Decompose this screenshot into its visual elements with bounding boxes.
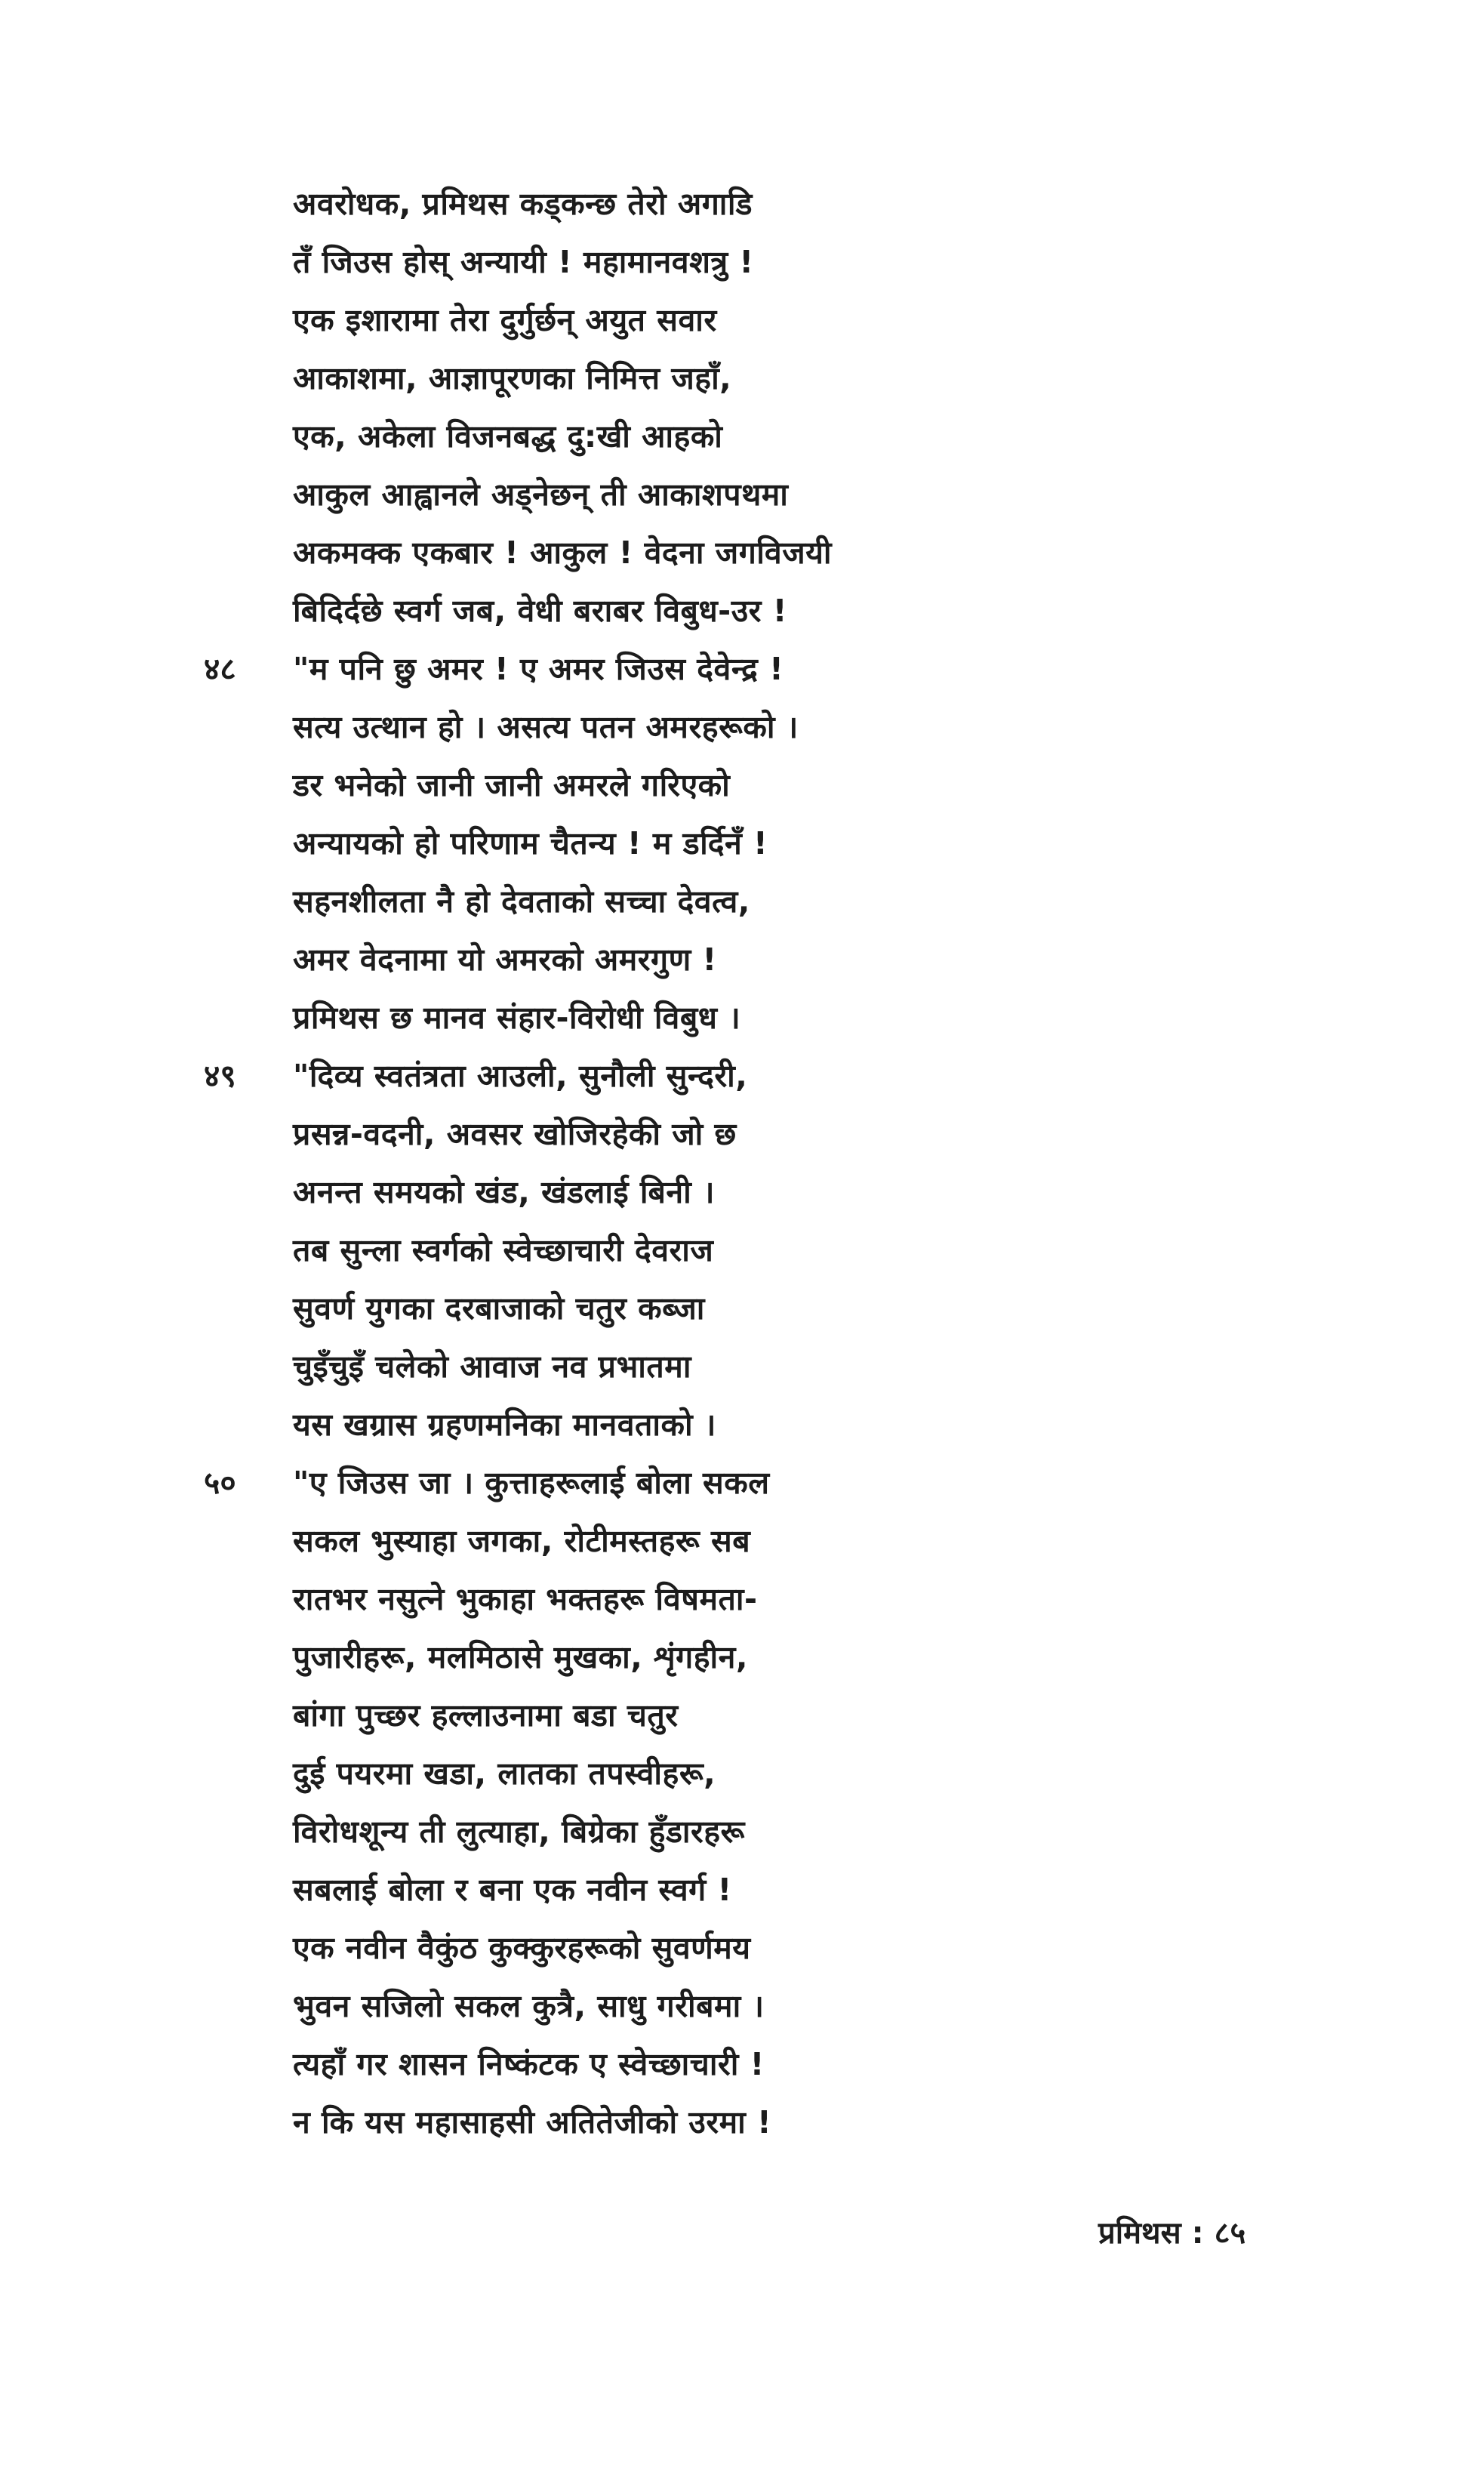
- verse-line: रातभर नसुत्ने भुकाहा भक्तहरू विषमता-: [293, 1581, 758, 1617]
- verse-line: अनन्त समयको खंड, खंडलाई बिनी ।: [293, 1174, 716, 1210]
- verse-line: तँ जिउस होस् अन्यायी ! महामानवशत्रु !: [293, 244, 754, 280]
- verse-number: ४८: [204, 651, 236, 687]
- verse-line: आकुल आह्वानले अड्नेछन् ती आकाशपथमा: [293, 476, 789, 513]
- verse-line: तब सुन्ला स्वर्गको स्वेच्छाचारी देवराज: [293, 1232, 714, 1268]
- verse-line: त्यहाँ गर शासन निष्कंटक ए स्वेच्छाचारी !: [293, 2046, 765, 2082]
- verse-line: पुजारीहरू, मलमिठासे मुखका, शृंगहीन,: [293, 1639, 748, 1675]
- verse-line: डर भनेको जानी जानी अमरले गरिएको: [293, 767, 731, 803]
- verse-line: बांगा पुच्छर हल्लाउनामा बडा चतुर: [293, 1697, 679, 1733]
- poem-body: [204, 175, 1261, 2152]
- verse-line: "ए जिउस जा । कुत्ताहरूलाई बोला सकल: [293, 1465, 770, 1501]
- running-title: प्रमिथस: [1098, 2216, 1181, 2251]
- stanza-48: [204, 640, 1261, 1047]
- page-footer: [1098, 2211, 1245, 2252]
- verse-line: एक, अकेला विजनबद्ध दु:खी आहको: [293, 418, 723, 455]
- verse-line: विरोधशून्य ती लुत्याहा, बिग्रेका हुँडारहरू: [293, 1814, 745, 1850]
- verse-line: एक नवीन वैकुंठ कुक्कुरहरूको सुवर्णमय: [293, 1930, 751, 1966]
- verse-line: अवरोधक, प्रमिथस कड्कन्छ तेरो अगाडि: [293, 186, 753, 222]
- stanza-continued: [204, 175, 1261, 640]
- verse-line: अमर वेदनामा यो अमरको अमरगुण !: [293, 941, 717, 978]
- verse-line: बिदिर्दछे स्वर्ग जब, वेधी बराबर विबुध-उर !: [293, 593, 787, 629]
- verse-line: न कि यस महासाहसी अतितेजीको उरमा !: [293, 2104, 772, 2140]
- verse-line: भुवन सजिलो सकल कुत्रै, साधु गरीबमा ।: [293, 1988, 765, 2024]
- verse-line: अकमक्क एकबार ! आकुल ! वेदना जगविजयी: [293, 535, 833, 571]
- page-number: ८५: [1214, 2216, 1246, 2251]
- verse-line: सुवर्ण युगका दरबाजाको चतुर कब्जा: [293, 1290, 705, 1327]
- verse-line: सत्य उत्थान हो । असत्य पतन अमरहरूको ।: [293, 709, 799, 745]
- verse-line: "म पनि छु अमर ! ए अमर जिउस देवेन्द्र !: [293, 651, 784, 687]
- verse-line: दुई पयरमा खडा, लातका तपस्वीहरू,: [293, 1755, 716, 1792]
- verse-number: ५०: [204, 1465, 236, 1501]
- footer-separator: :: [1191, 2216, 1204, 2251]
- verse-line: चुइँचुइँ चलेको आवाज नव प्रभातमा: [293, 1348, 691, 1385]
- verse-line: सहनशीलता नै हो देवताको सच्चा देवत्व,: [293, 883, 750, 920]
- verse-line: एक इशारामा तेरा दुर्गुर्छन् अयुत सवार: [293, 302, 717, 338]
- verse-line: आकाशमा, आज्ञापूरणका निमित्त जहाँ,: [293, 360, 732, 396]
- verse-line: सकल भुस्याहा जगका, रोटीमस्तहरू सब: [293, 1523, 751, 1559]
- verse-line: यस खग्रास ग्रहणमनिका मानवताको ।: [293, 1407, 716, 1443]
- verse-line: सबलाई बोला र बना एक नवीन स्वर्ग !: [293, 1872, 732, 1908]
- verse-line: "दिव्य स्वतंत्रता आउली, सुनौली सुन्दरी,: [293, 1058, 748, 1094]
- verse-number: ४९: [204, 1058, 236, 1094]
- verse-line: प्रमिथस छ मानव संहार-विरोधी विबुध ।: [293, 1000, 741, 1036]
- stanza-50: [204, 1454, 1261, 2152]
- verse-line: अन्यायको हो परिणाम चैतन्य ! म डर्दिनँ !: [293, 825, 768, 861]
- verse-line: प्रसन्न-वदनी, अवसर खोजिरहेकी जो छ: [293, 1116, 737, 1152]
- stanza-49: [204, 1047, 1261, 1454]
